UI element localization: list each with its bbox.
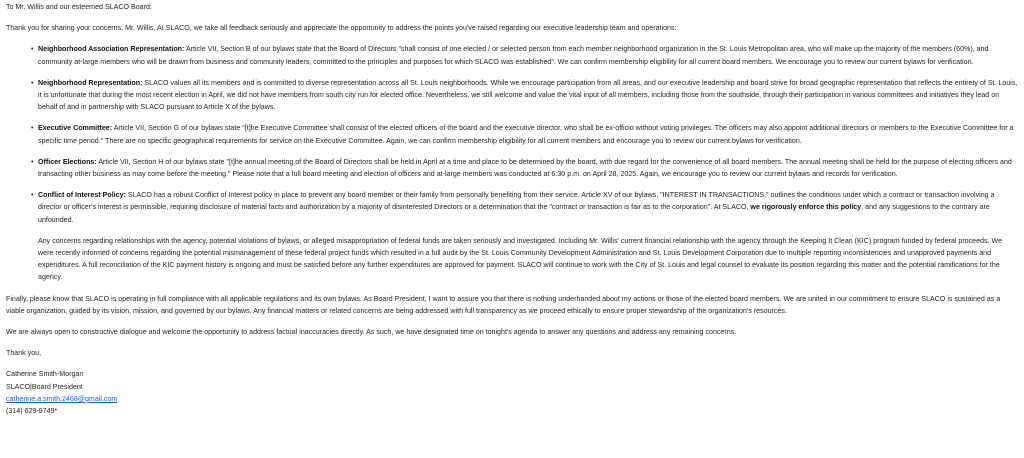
list-item-heading: Executive Committee: xyxy=(38,124,113,133)
list-item-text-after: , and any suggestions to the contrary are unfounded. xyxy=(38,203,990,224)
list-item-heading: Neighborhood Association Representation: xyxy=(38,45,185,54)
list-item-continuation: Any concerns regarding relationships with the agency, potential violations of bylaws, or alleged misappropriation of federal funds are taken seriously and investigated. Including Mr. Willis' current financial relationship with the agency through the Keeping It Clean (KIC) program funded by federal proceeds. We were recently informed of concerns regarding the potential mismanagement of these federal project funds which resulted in a full audit by the St. Louis Community Development Administration and St. Louis Development Corporation due to multiple reporting inconsistencies and unapproved payments and expenditures. A full reconciliation of the KIC payment history is ongoing and must be satisfied before any further expenditures are approved for payment. SLACO will continue to work with the City of St. Louis and legal counsel to evaluate its position regarding this matter and the potential ramifications for the agency. xyxy=(38,236,1003,282)
list-item-heading: Conflict of Interest Policy: xyxy=(38,191,126,200)
bullet-icon: • xyxy=(31,78,34,87)
dialogue-paragraph: We are always open to constructive dialogue and welcome the opportunity to address factual inaccuracies directly. As such, we have designated time on tonight's agenda to answer any questions and address any remaining concerns. xyxy=(6,328,737,337)
list-item-neighborhood-association xyxy=(31,43,1018,67)
list-item-executive-committee xyxy=(31,122,1018,146)
signature-email-link[interactable]: catherine.a.smith.2468@gmail.com xyxy=(6,394,118,403)
signature-phone: (314) 629-9749* xyxy=(6,407,58,416)
list-item-text: SLACO has a robust Conflict of Interest policy in place to prevent any board member or their family from personally benefiting from their service. Article XV of our bylaws, "INTEREST IN TRANSACTIONS," outlines the conditions under which a contract or transaction involving a director or officer's interest is permissible, requiring disclosure of material facts and authorization by a majority of disinterested Directors or a determination that the "contract or transaction is fair as to the corporation". At SLACO, xyxy=(38,191,995,212)
signature-block xyxy=(6,368,1018,417)
signature-name: Catherine Smith-Morgan xyxy=(6,370,84,379)
signoff: Thank you, xyxy=(6,349,42,358)
bullet-icon: • xyxy=(31,124,34,133)
salutation: To Mr. Willis and our esteemed SLACO Board: xyxy=(6,3,152,11)
concerns-list xyxy=(6,43,1018,283)
list-item-neighborhood-representation xyxy=(31,77,1018,114)
bullet-icon: • xyxy=(31,157,34,166)
emphasis-text: we rigorously enforce this policy xyxy=(750,203,862,212)
bullet-icon: • xyxy=(31,191,34,200)
signature-title: SLACO|Board President xyxy=(6,382,83,391)
intro-paragraph: Thank you for sharing your concerns, Mr. Willis. At SLACO, we take all feedback seriously and appreciate the opportunity to address the points you've raised regarding our executive leadership team and operations: xyxy=(6,24,677,33)
list-item-officer-elections xyxy=(31,156,1018,180)
list-item-heading: Officer Elections: xyxy=(38,157,97,166)
bullet-icon: • xyxy=(31,45,34,54)
list-item-text: Article VII, Section H of our bylaws state "[t]he annual meeting of the Board of Directors shall be held in April at a time and place to be determined by the board, with due regard for the convenience of all board members. The annual meeting shall be held for the purpose of electing officers and transacting other business as may come before the meeting." Please note that a full board meeting and election of officers and at-large members was conducted at 6:30 p.m. on April 28, 2025. Again, we encourage you to review our current bylaws and records for verification. xyxy=(38,157,1012,179)
list-item-text: Article VII, Section B of our bylaws state that the Board of Directors "shall consist of one elected / or selected person from each member neighborhood organization in the St. Louis Metropolitan area, who will make up the majority of the members (60%), and community at-large members who will be drawn from business and community leaders, committed to the principles and purposes for which SLACO was established". We can confirm membership eligibility for all current board members. We encourage you to review our current bylaws for verification. xyxy=(38,45,989,66)
closing-paragraph: Finally, please know that SLACO is operating in full compliance with all applicable regulations and its own bylaws. As Board President, I want to assure you that there is nothing underhanded about my actions or those of the elected board members. We are united in our commitment to ensure SLACO is sustained as a viable organization, guided by its vision, mission, and governed by our bylaws. Any financial matters or related concerns are being addressed with full transparency as we proceed ethically to ensure proper stewardship of the organization's resources. xyxy=(6,294,1001,315)
list-item-text: SLACO values all its members and is committed to diverse representation across all St. Louis neighborhoods. While we encourage participation from all areas, and our executive leadership and board strive for broad geographic representation that reflects the entirety of St. Louis, it is unfortunate that during the most recent election in April, we did not have members from south city run for elected office. Nevertheless, we still welcome and value the vital input of all members, including those from the southside, through their participation in various committees and initiatives they lead on behalf of and in partnership with SLACO pursuant to Article X of the bylaws. xyxy=(38,78,1018,112)
list-item-conflict-of-interest xyxy=(31,189,1018,283)
list-item-heading: Neighborhood Representation: xyxy=(38,78,143,87)
list-item-text: Article VII, Section G of our bylaws state "[t]he Executive Committee shall consist of the elected officers of the board and the executive director, who shall be ex-officio without voting privileges. The officers may also appoint additional directors or members to the Executive Committee for a specific time period." There are no specific geographical requirements for service on the Executive Committee. Again, we can confirm membership eligibility for all current members and encourage you to review our current bylaws for verification. xyxy=(38,124,1014,145)
